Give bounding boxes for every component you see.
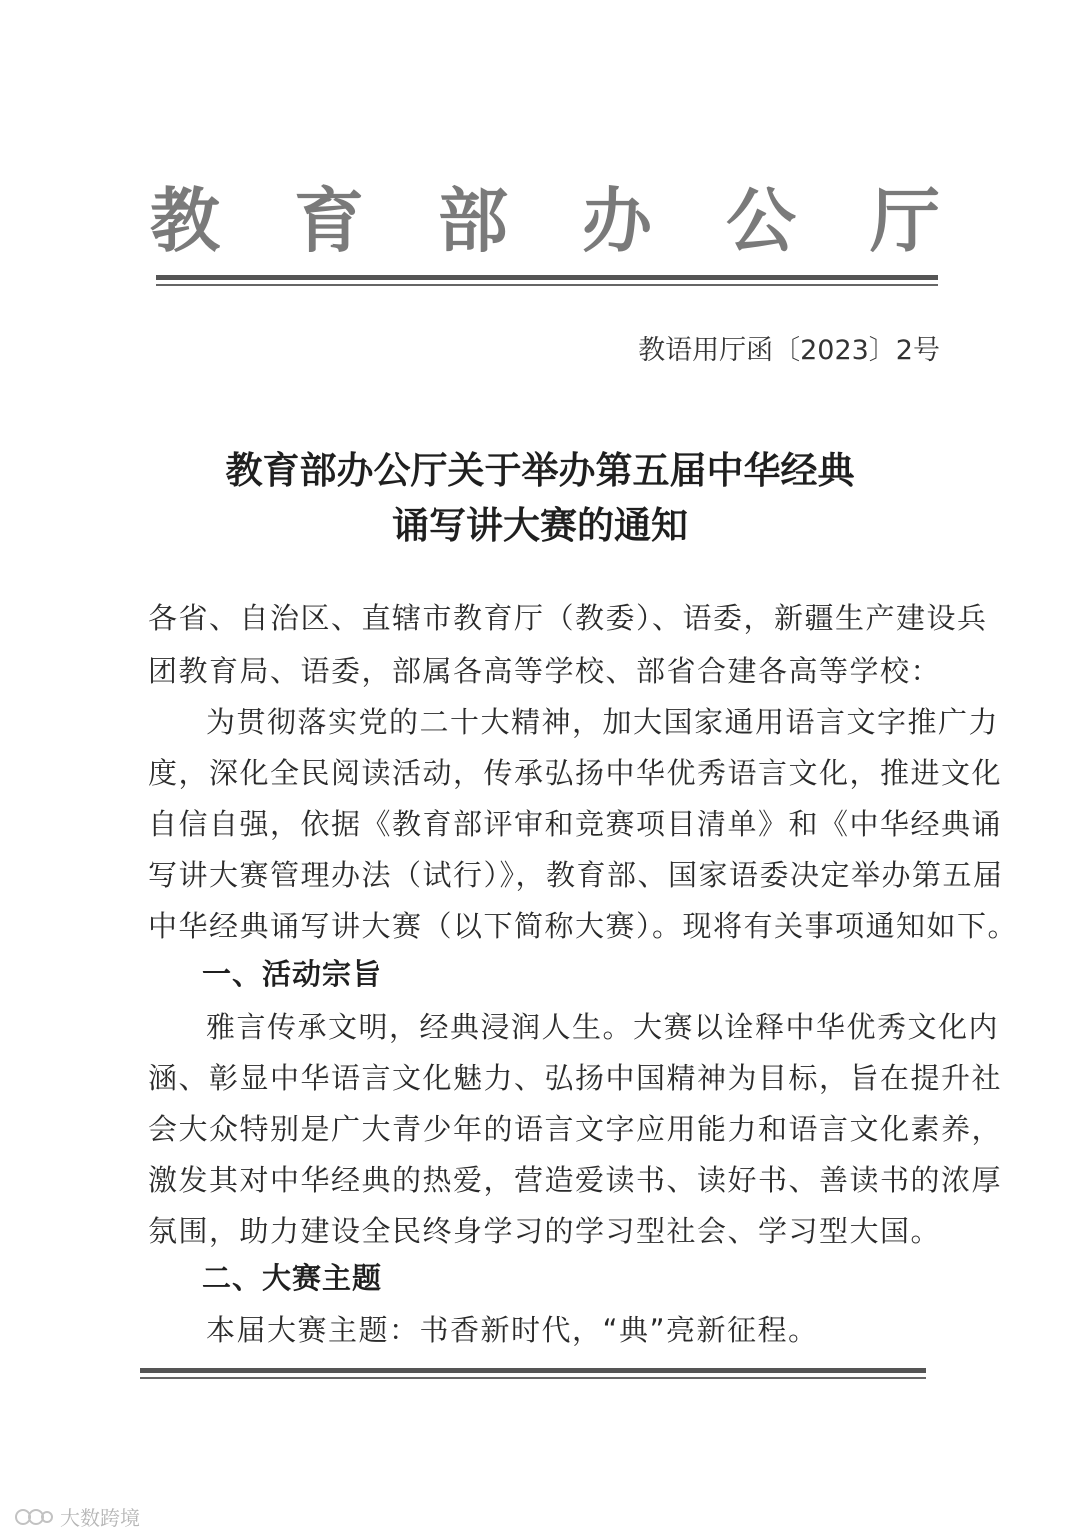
issuer-char: 育 [294, 179, 364, 262]
salutation-line: 各省、自治区、直辖市教育厅（教委）、语委，新疆生产建设兵 [148, 601, 988, 635]
issuer-header [150, 165, 940, 266]
paragraph-line: 本届大赛主题：书香新时代，“典”亮新征程。 [206, 1313, 819, 1347]
paragraph-line: 会大众特别是广大青少年的语言文字应用能力和语言文化素养， [148, 1112, 1003, 1146]
header-divider-thin [156, 284, 938, 286]
section-heading-theme: 二、大赛主题 [202, 1261, 383, 1295]
section-heading-purpose: 一、活动宗旨 [202, 957, 383, 991]
document-number: 教语用厅函〔2023〕2号 [638, 335, 940, 366]
header-divider-thick [156, 275, 938, 280]
issuer-char: 办 [582, 179, 652, 262]
salutation-line: 团教育局、语委，部属各高等学校、部省合建各高等学校： [148, 654, 942, 688]
issuer-char: 教 [150, 179, 220, 262]
paragraph-line: 写讲大赛管理办法（试行）》，教育部、国家语委决定举办第五届 [148, 858, 1004, 892]
paragraph-line: 度，深化全民阅读活动，传承弘扬中华优秀语言文化，推进文化 [148, 756, 1003, 790]
document-title-line-1: 教育部办公厅关于举办第五届中华经典 [225, 448, 855, 492]
watermark-text: 大数跨境 [60, 1506, 140, 1530]
issuer-char: 厅 [870, 179, 940, 262]
issuer-char: 公 [726, 179, 796, 262]
watermark [14, 1502, 140, 1531]
document-title-line-2: 诵写讲大赛的通知 [392, 503, 688, 547]
watermark-logo-icon [14, 1505, 54, 1529]
paragraph-line: 激发其对中华经典的热爱，营造爱读书、读好书、善读书的浓厚 [148, 1163, 1003, 1197]
paragraph-line: 雅言传承文明，经典浸润人生。大赛以诠释中华优秀文化内 [206, 1010, 1000, 1044]
paragraph-line: 自信自强，依据《教育部评审和竞赛项目清单》和《中华经典诵 [148, 807, 1003, 841]
paragraph-line: 涵、彰显中华语言文化魅力、弘扬中国精神为目标，旨在提升社 [148, 1061, 1003, 1095]
footer-divider-thick [140, 1368, 926, 1373]
footer-divider-thin [140, 1377, 926, 1379]
paragraph-line: 氛围，助力建设全民终身学习的学习型社会、学习型大国。 [148, 1214, 942, 1248]
issuer-char: 部 [438, 179, 508, 262]
paragraph-line: 为贯彻落实党的二十大精神，加大国家通用语言文字推广力 [206, 705, 1000, 739]
paragraph-line: 中华经典诵写讲大赛（以下简称大赛）。现将有关事项通知如下。 [148, 909, 1019, 943]
